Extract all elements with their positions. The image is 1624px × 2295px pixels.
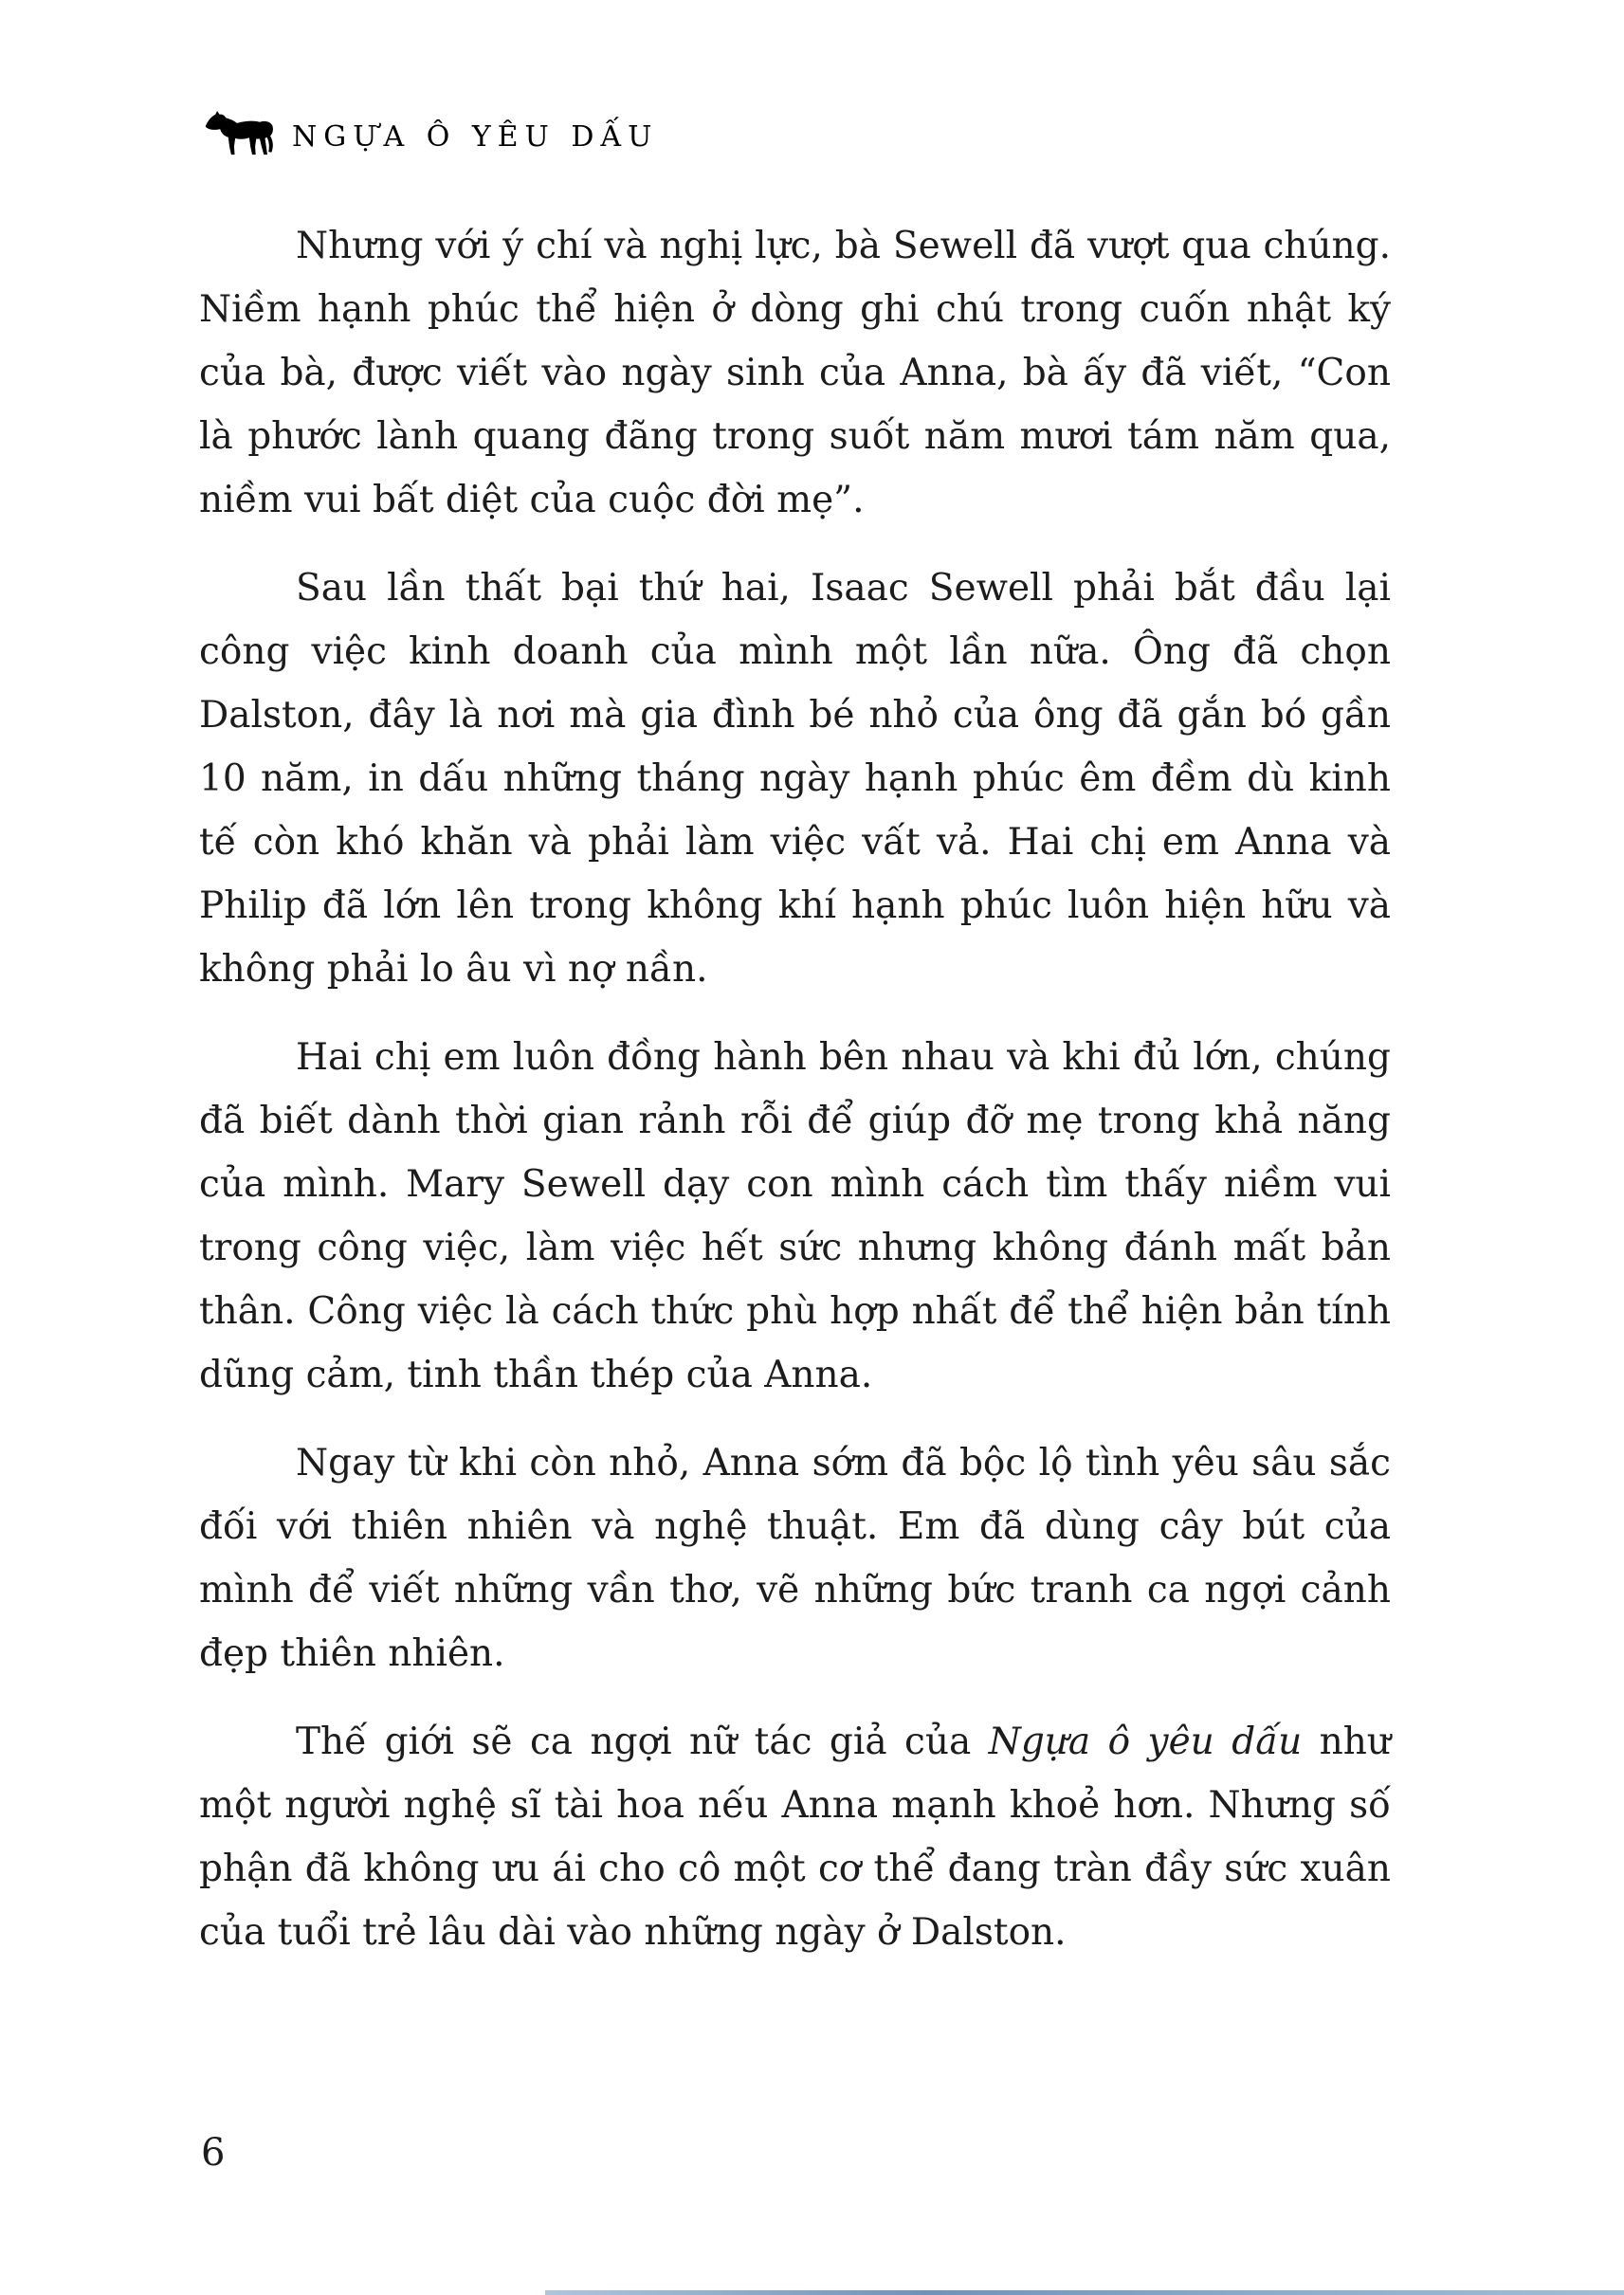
horse-icon xyxy=(199,110,275,157)
paragraph xyxy=(199,214,1391,532)
text-run: Sau lần thất bại thứ hai, Isaac Sewell phải bắt đầu lại công việc kinh doanh của mình một lần nữa. Ông đã chọn Dalston, đây là nơi mà gia đình bé nhỏ của ông đã gắn bó gần 10 năm, in dấu những tháng ngày hạnh phúc êm đềm dù kinh tế còn khó khăn và phải làm việc vất vả. Hai chị em Anna và Philip đã lớn lên trong không khí hạnh phúc luôn hiện hữu và không phải lo âu vì nợ nần. xyxy=(199,567,1391,991)
text-run: Nhưng với ý chí và nghị lực, bà Sewell đã vượt qua chúng. Niềm hạnh phúc thể hiện ở dòng ghi chú trong cuốn nhật ký của bà, được viết vào ngày sinh của Anna, bà ấy đã viết, “Con là phước lành quang đãng trong suốt năm mươi tám năm qua, niềm vui bất diệt của cuộc đời mẹ”. xyxy=(199,225,1391,521)
paragraph xyxy=(199,1431,1391,1685)
paragraphs xyxy=(199,214,1391,1964)
italic-book-title-run: Ngựa ô yêu dấu xyxy=(988,1721,1303,1763)
page-number: 6 xyxy=(201,2131,226,2175)
text-run: Ngay từ khi còn nhỏ, Anna sớm đã bộc lộ tình yêu sâu sắc đối với thiên nhiên và nghệ thuật. Em đã dùng cây bút của mình để viết những vần thơ, vẽ những bức tranh ca ngợi cảnh đẹp thiên nhiên. xyxy=(199,1442,1391,1675)
paragraph xyxy=(199,1710,1391,1964)
paragraph xyxy=(199,1026,1391,1407)
text-run: Thế giới sẽ ca ngợi nữ tác giả của xyxy=(296,1721,989,1763)
text-run: Hai chị em luôn đồng hành bên nhau và khi đủ lớn, chúng đã biết dành thời gian rảnh rỗi để giúp đỡ mẹ trong khả năng của mình. Mary Sewell dạy con mình cách tìm thấy niềm vui trong công việc, làm việc hết sức nhưng không đánh mất bản thân. Công việc là cách thức phù hợp nhất để thể hiện bản tính dũng cảm, tinh thần thép của Anna. xyxy=(199,1036,1391,1396)
bottom-edge-line xyxy=(545,2290,1624,2295)
text-run: như một người nghệ sĩ tài hoa nếu Anna mạnh khoẻ hơn. Nhưng số phận đã không ưu ái cho cô một cơ thể đang tràn đầy sức xuân của tuổi trẻ lâu dài vào những ngày ở Dalston. xyxy=(199,1721,1392,1954)
page-header xyxy=(199,110,1391,157)
book-title: NGỰA Ô YÊU DẤU xyxy=(292,119,659,154)
paragraph xyxy=(199,556,1391,1001)
